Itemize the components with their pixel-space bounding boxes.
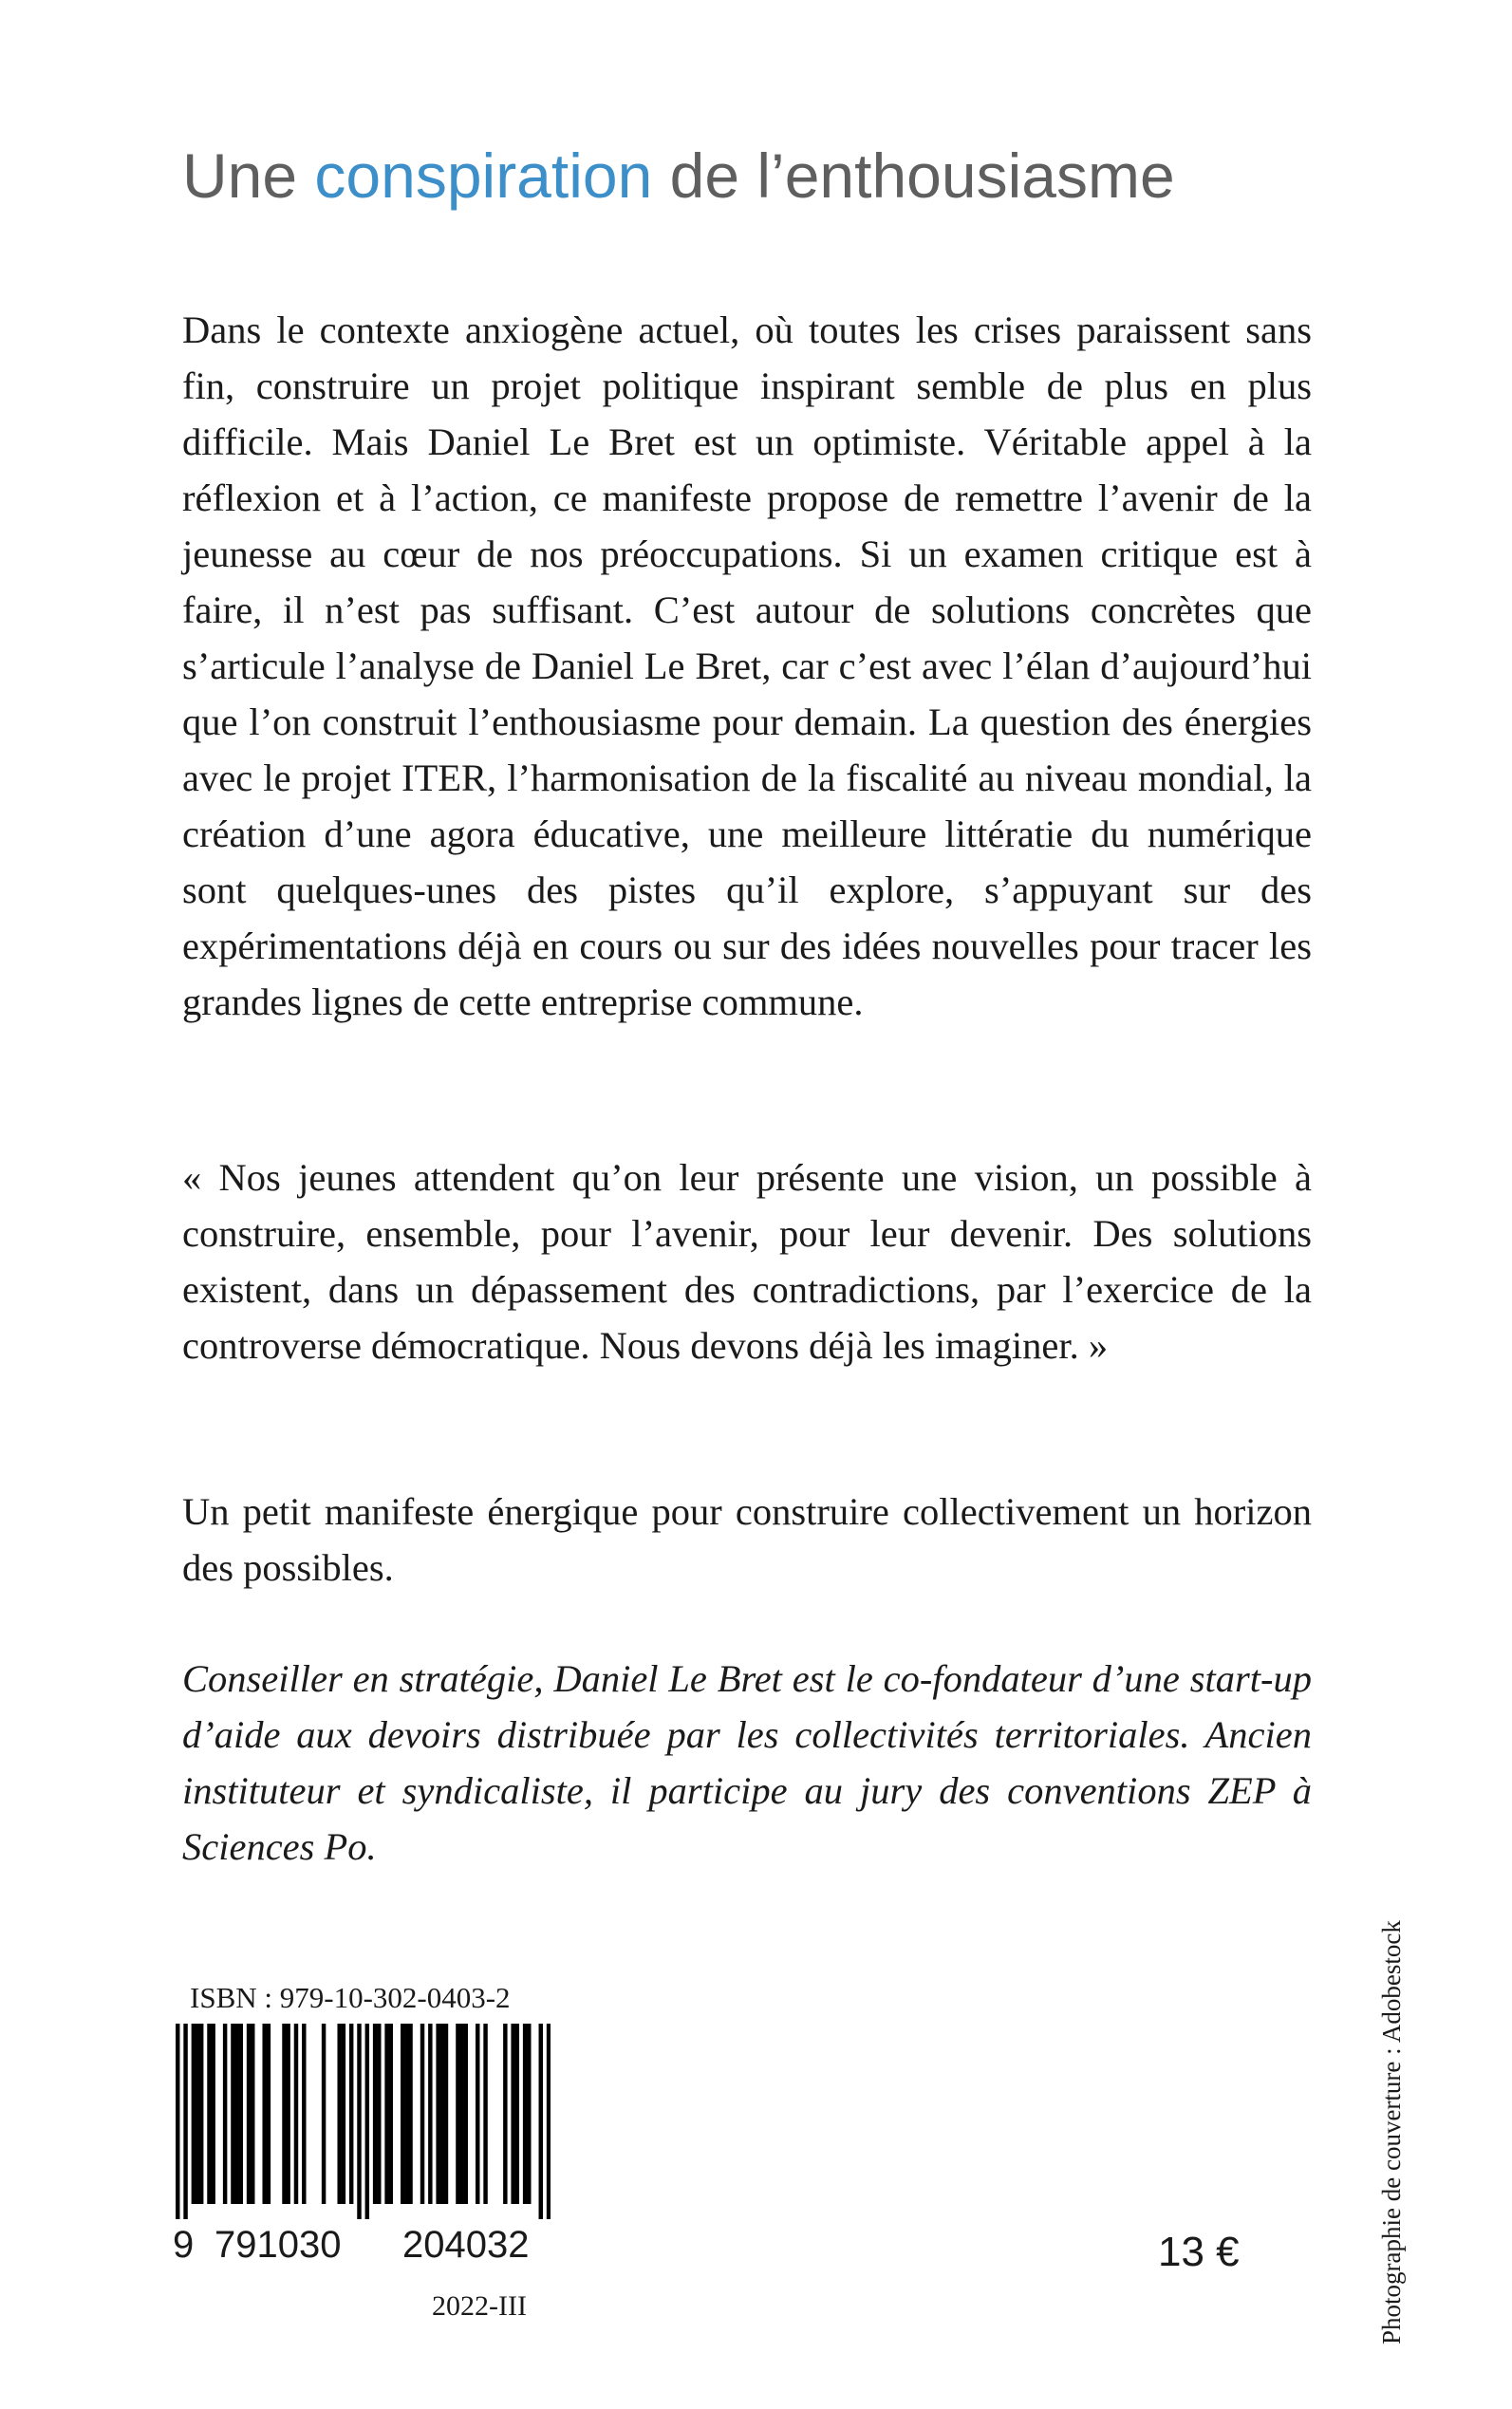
quote-paragraph: « Nos jeunes attendent qu’on leur présente une vision, un possible à construire, ensemble, pour l’avenir, pour leur devenir. Des solutions existent, dans un dépassement des contradictions, par l’exercice de la controverse démocratique. Nous devons déjà les imaginer. » [182,1156,1312,1367]
barcode-bar [357,2024,361,2219]
barcode-bar [523,2024,527,2204]
barcode-bar [294,2024,298,2204]
barcode-bar [267,2024,271,2204]
barcode-bar [476,2024,479,2204]
barcode-bar [207,2024,211,2204]
barcode-bar [211,2024,215,2204]
book-title [182,133,1321,218]
barcode-bar [322,2024,326,2204]
barcode-bar [231,2024,234,2204]
barcode-bar [302,2024,306,2204]
barcode-digits-left: 791030 [215,2224,342,2266]
author-bio: Conseiller en stratégie, Daniel Le Bret est le co-fondateur d’une start-up d’aide aux devoirs distribuée par les collectivités territoriales. Ancien instituteur et syndicaliste, il participe au jury des conventions ZEP à Sciences Po. [182,1657,1312,1868]
barcode-bar [459,2024,463,2204]
photo-credit: Photographie de couverture : Adobestock [1377,1920,1406,2344]
barcode-bar [262,2024,266,2204]
barcode-bar [176,2024,179,2219]
edition-label: 2022-III [432,2290,527,2322]
barcode-image [176,2024,551,2219]
isbn-label: ISBN : 979-10-302-0403-2 [190,1981,511,2014]
summary-paragraph: Dans le contexte anxiogène actuel, où toutes les crises paraissent sans fin, construire un projet politique inspirant semble de plus en plus difficile. Mais Daniel Le Bret est un optimiste. Véritable appel à la réflexion et à l’action, ce manifeste propose de remettre l’avenir de la jeunesse au cœur de nos préoccupations. Si un examen critique est à faire, il n’est pas suffisant. C’est autour de solutions concrètes que s’articule l’analyse de Daniel Le Bret, car c’est avec l’élan d’aujourd’hui que l’on construit l’enthousiasme pour demain. La question des énergies avec le projet ITER, l’harmonisation de la fiscalité au niveau mondial, la création d’une agora éducative, une meilleure littératie du numérique sont quelques-unes des pistes qu’il explore, s’appuyant sur des expérimentations déjà en cours ou sur des idées nouvelles pour tracer les grandes lignes de cette entreprise commune. [182,308,1312,1023]
title-part-2: de l’enthousiasme [652,140,1175,211]
title-accent-word: conspiration [314,140,653,211]
barcode-bar [527,2024,531,2204]
barcode-bar [384,2024,388,2204]
barcode-bar [251,2024,254,2204]
barcode-bar [183,2024,187,2219]
barcode-bar [199,2024,203,2204]
barcode-bar [282,2024,286,2204]
barcode-bar [342,2024,345,2204]
barcode-bar [444,2024,448,2204]
barcode-bar [404,2024,408,2204]
barcode-bar [373,2024,377,2204]
barcode-bar [464,2024,468,2204]
barcode-bar [377,2024,381,2204]
barcode-digits-right: 204032 [402,2224,530,2266]
barcode-bar [365,2024,369,2219]
barcode-bar [239,2024,243,2204]
barcode-bar [515,2024,519,2204]
barcode-digits [173,2221,571,2278]
barcode-bar [503,2024,507,2204]
barcode-bar [440,2024,444,2204]
barcode-bar [192,2024,196,2204]
barcode-bar [428,2024,432,2204]
barcode-bar [389,2024,393,2204]
barcode-bar [247,2024,251,2204]
barcode-bar [420,2024,424,2204]
barcode-bar [408,2024,412,2204]
title-part-1: Une [182,140,315,211]
barcode-bar [547,2024,551,2219]
barcode-bar [196,2024,199,2204]
barcode-bar [539,2024,543,2219]
barcode-bar [401,2024,404,2204]
barcode-bar [234,2024,238,2204]
barcode-bar [436,2024,439,2204]
barcode-bar [286,2024,289,2204]
barcode-bar [223,2024,227,2204]
barcode-bar [349,2024,353,2204]
price-label: 13 € [1158,2229,1240,2275]
barcode-digit-first: 9 [173,2224,195,2266]
barcode-bar [483,2024,487,2204]
barcode-bar [337,2024,341,2204]
barcode-bar [511,2024,514,2204]
barcode-bar [456,2024,459,2204]
tagline-paragraph: Un petit manifeste énergique pour construire collectivement un horizon des possibles. [182,1490,1312,1589]
